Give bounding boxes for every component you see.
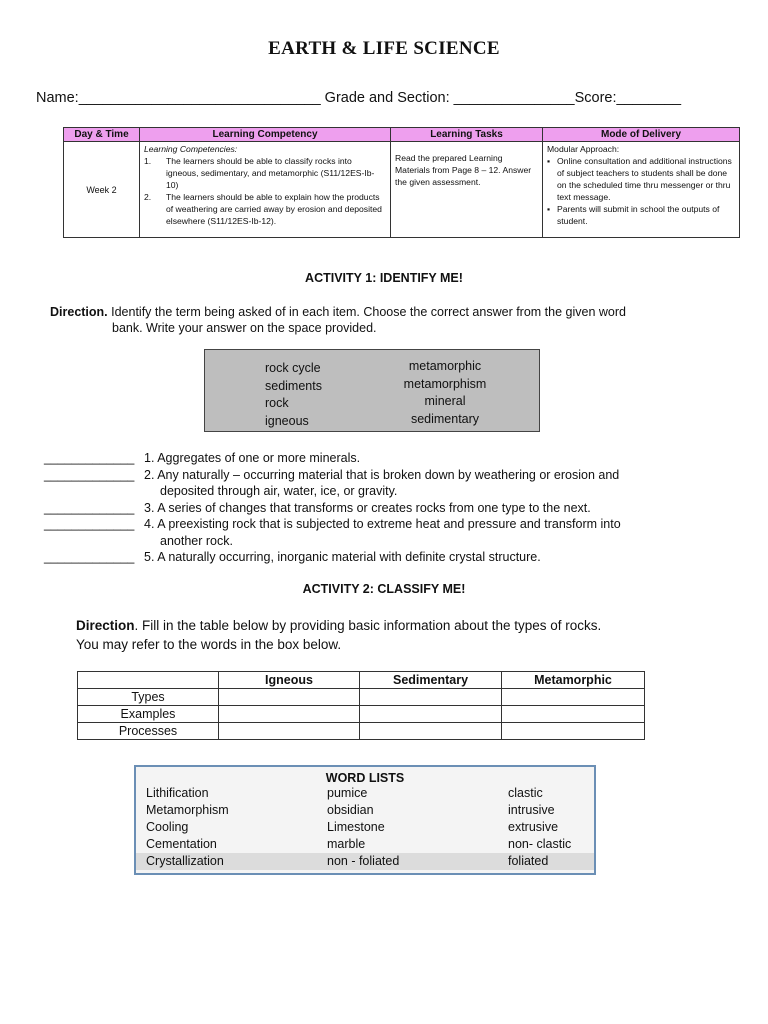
word-list-word: foliated xyxy=(508,854,549,868)
word-list-word: non- clastic xyxy=(508,837,572,851)
answer-cell[interactable] xyxy=(219,723,360,740)
direction-text-continued: You may refer to the words in the box below. xyxy=(76,637,342,652)
word-list-word: intrusive xyxy=(508,803,555,817)
activity1-items xyxy=(44,450,621,566)
question-item xyxy=(44,450,621,467)
rock-classification-table xyxy=(77,671,645,740)
word-list-word: extrusive xyxy=(508,820,559,834)
answer-blank[interactable]: _____________ xyxy=(44,517,135,531)
word-bank-word: metamorphic xyxy=(408,359,482,373)
direction-label: Direction. xyxy=(50,305,108,319)
word-bank-word: sediments xyxy=(265,378,322,393)
word-list-word: Limestone xyxy=(327,820,385,834)
question-text: 4. A preexisting rock that is subjected to extreme heat and pressure and transform into xyxy=(144,517,621,531)
question-item xyxy=(44,549,621,566)
competency-item xyxy=(144,155,386,191)
header-blank xyxy=(78,672,219,689)
word-list-word: non - foliated xyxy=(327,854,400,868)
activity1-direction xyxy=(50,304,740,336)
direction-text-continued: bank. Write your answer on the space provided. xyxy=(112,321,377,335)
word-bank-word: metamorphism xyxy=(403,376,487,391)
direction-label: Direction xyxy=(76,618,135,633)
question-item xyxy=(44,500,621,517)
activity1-title: ACTIVITY 1: IDENTIFY ME! xyxy=(305,271,463,285)
word-bank-word: igneous xyxy=(265,413,309,428)
bullet-icon: ▪ xyxy=(547,204,551,214)
answer-cell[interactable] xyxy=(360,706,502,723)
word-list-word: marble xyxy=(327,837,366,851)
tasks-cell xyxy=(391,142,543,238)
header-learning-competency: Learning Competency xyxy=(140,128,391,142)
answer-blank[interactable]: _____________ xyxy=(44,550,135,564)
word-list-row xyxy=(136,836,594,853)
mode-cell xyxy=(543,142,740,238)
question-text-continued: deposited through air, water, ice, or gravity. xyxy=(160,484,398,498)
word-bank-box xyxy=(204,349,540,432)
day-cell: Week 2 xyxy=(64,142,140,238)
question-text: 1. Aggregates of one or more minerals. xyxy=(144,451,361,465)
word-list-word: Lithification xyxy=(146,786,209,800)
word-bank-word: rock xyxy=(265,396,289,410)
bullet-icon: ▪ xyxy=(547,156,551,166)
word-list-word: Crystallization xyxy=(146,854,224,868)
lesson-plan-table xyxy=(63,127,740,238)
question-text: 5. A naturally occurring, inorganic material with definite crystal structure. xyxy=(144,550,541,564)
word-list-word: clastic xyxy=(508,786,543,800)
competency-item xyxy=(144,191,386,227)
question-item xyxy=(44,516,621,533)
word-list-word: pumice xyxy=(327,786,368,800)
direction-text: . Fill in the table below by providing basic information about the types of rocks. xyxy=(134,618,602,633)
mode-bullet xyxy=(547,155,735,203)
answer-blank[interactable]: _____________ xyxy=(44,500,135,515)
word-list-word: Metamorphism xyxy=(146,803,229,817)
word-list-row xyxy=(136,853,594,870)
header-day-time: Day & Time xyxy=(64,128,140,142)
word-bank-word: rock cycle xyxy=(265,361,321,375)
word-list-row xyxy=(136,819,594,836)
question-item xyxy=(44,467,621,484)
answer-cell[interactable] xyxy=(219,706,360,723)
competency-text: The learners should be able to classify rocks into igneous, sedimentary, and metamorphic (S11/12ES-Ib-10) xyxy=(166,156,375,190)
word-list-word: Cementation xyxy=(146,837,217,851)
answer-cell[interactable] xyxy=(219,689,360,706)
header-metamorphic: Metamorphic xyxy=(502,672,645,689)
competency-number: 2. xyxy=(144,192,152,202)
answer-cell[interactable] xyxy=(502,723,645,740)
answer-blank[interactable]: _____________ xyxy=(44,467,135,482)
word-bank-column-2 xyxy=(380,358,510,428)
page-title: EARTH & LIFE SCIENCE xyxy=(268,38,500,59)
competency-number: 1. xyxy=(144,156,152,166)
mode-bullet xyxy=(547,203,735,227)
question-text: 3. A series of changes that transforms or creates rocks from one type to the next. xyxy=(144,500,591,515)
competency-heading: Learning Competencies: xyxy=(144,144,238,154)
row-label-types: Types xyxy=(78,689,219,706)
direction-text: Identify the term being asked of in each item. Choose the correct answer from the given word xyxy=(107,305,626,319)
answer-cell[interactable] xyxy=(502,706,645,723)
header-igneous: Igneous xyxy=(219,672,360,689)
header-mode-of-delivery: Mode of Delivery xyxy=(543,128,740,142)
answer-cell[interactable] xyxy=(502,689,645,706)
question-text-continued: another rock. xyxy=(160,533,233,548)
activity2-title: ACTIVITY 2: CLASSIFY ME! xyxy=(302,582,466,596)
question-text: 2. Any naturally – occurring material that is broken down by weathering or erosion and xyxy=(144,467,620,482)
word-list-word: Cooling xyxy=(146,820,189,834)
answer-cell[interactable] xyxy=(360,723,502,740)
word-bank-column-1 xyxy=(265,360,322,430)
tasks-text: Read the prepared Learning Materials from Page 8 – 12. Answer the given assessment. xyxy=(395,153,532,187)
word-bank-word: mineral xyxy=(424,394,466,408)
mode-bullet-text: Online consultation and additional instructions of subject teachers to students shall be done on the scheduled time thru messenger or thru text message. xyxy=(557,156,732,202)
activity2-direction xyxy=(76,616,696,654)
word-lists-box xyxy=(134,765,596,875)
word-bank-word: sedimentary xyxy=(410,411,480,426)
row-label-processes: Processes xyxy=(78,723,219,740)
word-lists-title: WORD LISTS xyxy=(325,771,405,785)
word-list-row xyxy=(136,802,594,819)
answer-cell[interactable] xyxy=(360,689,502,706)
competency-cell xyxy=(140,142,391,238)
mode-heading: Modular Approach: xyxy=(547,144,620,154)
header-sedimentary: Sedimentary xyxy=(360,672,502,689)
word-list-row xyxy=(136,785,594,802)
competency-text: The learners should be able to explain how the products of weathering are carried away by erosion and deposited elsewhere (S11/12ES-Ib-12). xyxy=(166,192,382,226)
answer-blank[interactable]: _____________ xyxy=(44,451,135,465)
row-label-examples: Examples xyxy=(78,706,219,723)
word-list-word: obsidian xyxy=(327,803,374,817)
mode-bullet-text: Parents will submit in school the outputs of student. xyxy=(557,204,720,226)
header-learning-tasks: Learning Tasks xyxy=(391,128,543,142)
student-info-line: Name:______________________________ Grade and Section: _______________Score:________ xyxy=(36,90,682,106)
